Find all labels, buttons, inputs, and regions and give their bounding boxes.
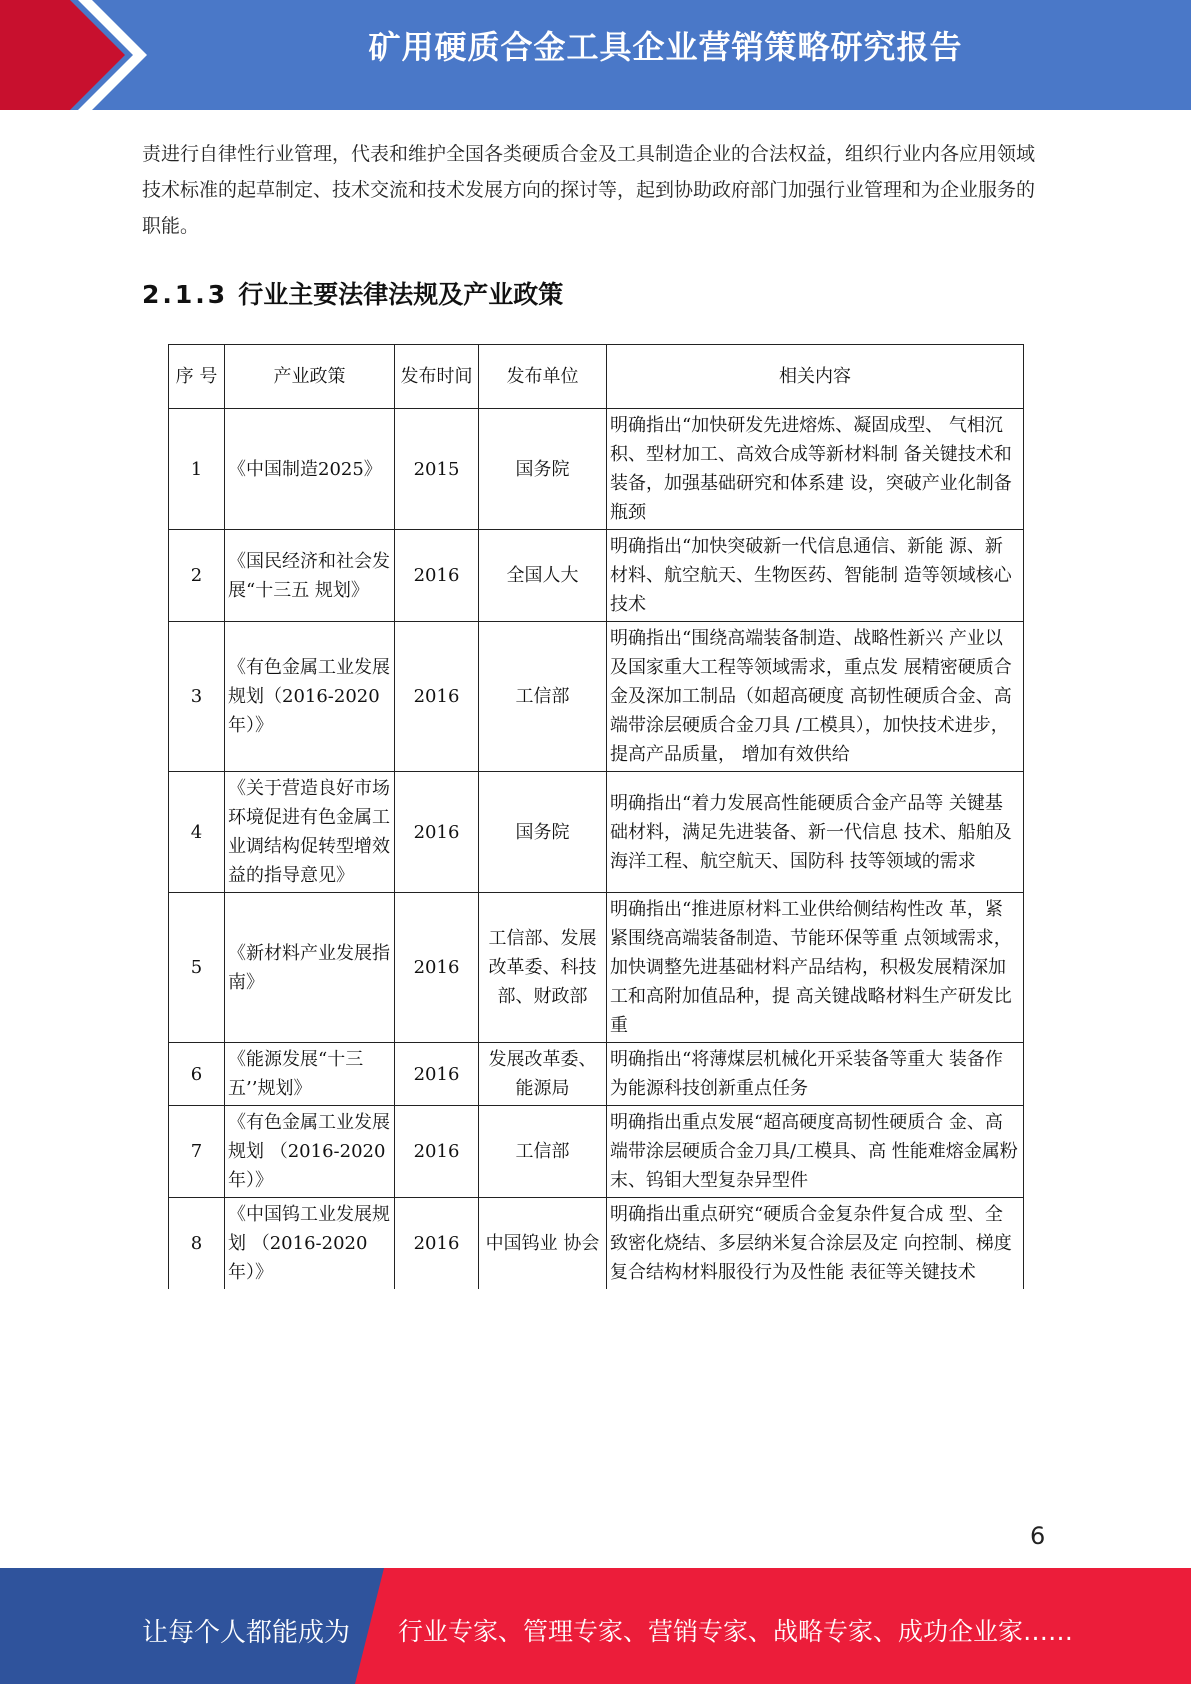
header-content: 相关内容	[607, 345, 1024, 409]
row-time: 2016	[395, 530, 479, 622]
row-content: 明确指出重点发展“超高硬度高韧性硬质合 金、高端带涂层硬质合金刀具/工模具、高 性能难熔金属粉末、钨钼大型复杂异型件	[607, 1106, 1024, 1198]
row-seq: 3	[169, 622, 225, 772]
table-row	[169, 409, 1024, 530]
row-issuer: 工信部、发展改革委、科技部、财政部	[479, 893, 607, 1043]
table-row	[169, 1198, 1024, 1290]
row-time: 2016	[395, 772, 479, 893]
row-policy: 《关于营造良好市场环境促进有色金属工业调结构促转型增效益的指导意见》	[225, 772, 395, 893]
header-issuer: 发布单位	[479, 345, 607, 409]
policy-table	[168, 344, 1024, 1289]
row-issuer: 国务院	[479, 772, 607, 893]
page-header	[0, 0, 1191, 110]
row-seq: 7	[169, 1106, 225, 1198]
row-issuer: 发展改革委、能源局	[479, 1043, 607, 1106]
row-issuer: 工信部	[479, 1106, 607, 1198]
page-footer	[0, 1568, 1191, 1684]
row-time: 2016	[395, 622, 479, 772]
row-content: 明确指出“着力发展高性能硬质合金产品等 关键基础材料，满足先进装备、新一代信息 技术、船舶及海洋工程、航空航天、国防科 技等领域的需求	[607, 772, 1024, 893]
row-content: 明确指出“加快突破新一代信息通信、新能 源、新材料、航空航天、生物医药、智能制 造等领域核心技术	[607, 530, 1024, 622]
row-issuer: 中国钨业 协会	[479, 1198, 607, 1290]
row-time: 2016	[395, 1106, 479, 1198]
row-policy: 《有色金属工业发展规划（2016-2020 年）》	[225, 622, 395, 772]
row-time: 2016	[395, 1043, 479, 1106]
row-seq: 6	[169, 1043, 225, 1106]
footer-roles: 行业专家、管理专家、营销专家、战略专家、成功企业家……	[398, 1617, 1074, 1646]
row-policy: 《中国制造2025》	[225, 409, 395, 530]
row-seq: 4	[169, 772, 225, 893]
row-policy: 《中国钨工业发展规划 （2016-2020 年）》	[225, 1198, 395, 1290]
row-issuer: 工信部	[479, 622, 607, 772]
row-seq: 2	[169, 530, 225, 622]
row-seq: 5	[169, 893, 225, 1043]
report-title: 矿用硬质合金工具企业营销策略研究报告	[368, 28, 963, 66]
row-policy: 《新材料产业发展指南》	[225, 893, 395, 1043]
table-row	[169, 622, 1024, 772]
header-arrow-decoration	[0, 0, 160, 110]
row-seq: 8	[169, 1198, 225, 1290]
header-seq: 序 号	[169, 345, 225, 409]
row-time: 2015	[395, 409, 479, 530]
table-row	[169, 893, 1024, 1043]
header-time: 发布时间	[395, 345, 479, 409]
row-issuer: 全国人大	[479, 530, 607, 622]
section-heading	[142, 275, 563, 311]
row-time: 2016	[395, 1198, 479, 1290]
row-content: 明确指出“围绕高端装备制造、战略性新兴 产业以及国家重大工程等领域需求，重点发 展精密硬质合金及深加工制品（如超高硬度 高韧性硬质合金、高端带涂层硬质合金刀具 /工模具），加快技术进步，提高产品质量， 增加有效供给	[607, 622, 1024, 772]
row-seq: 1	[169, 409, 225, 530]
footer-slogan: 让每个人都能成为	[142, 1618, 351, 1648]
row-content: 明确指出“将薄煤层机械化开采装备等重大 装备作为能源科技创新重点任务	[607, 1043, 1024, 1106]
row-policy: 《国民经济和社会发展“十三五 规划》	[225, 530, 395, 622]
table-row	[169, 1043, 1024, 1106]
intro-paragraph: 责进行自律性行业管理，代表和维护全国各类硬质合金及工具制造企业的合法权益，组织行业内各应用领域技术标准的起草制定、技术交流和技术发展方向的探讨等，起到协助政府部门加强行业管理和为企业服务的职能。	[142, 143, 1036, 237]
section-number: 2.1.3	[142, 280, 229, 309]
table-header-row	[169, 345, 1024, 409]
row-content: 明确指出重点研究“硬质合金复杂件复合成 型、全致密化烧结、多层纳米复合涂层及定 向控制、梯度复合结构材料服役行为及性能 表征等关键技术	[607, 1198, 1024, 1290]
page-number: 6	[1030, 1522, 1046, 1550]
row-policy: 《能源发展“十三五’’规划》	[225, 1043, 395, 1106]
table-row	[169, 530, 1024, 622]
table-row	[169, 772, 1024, 893]
row-content: 明确指出“加快研发先进熔炼、凝固成型、 气相沉积、型材加工、高效合成等新材料制 备关键技术和装备，加强基础研究和体系建 设，突破产业化制备瓶颈	[607, 409, 1024, 530]
row-time: 2016	[395, 893, 479, 1043]
row-issuer: 国务院	[479, 409, 607, 530]
section-title: 行业主要法律法规及产业政策	[238, 280, 564, 309]
table-row	[169, 1106, 1024, 1198]
row-policy: 《有色金属工业发展规划 （2016-2020 年）》	[225, 1106, 395, 1198]
row-content: 明确指出“推进原材料工业供给侧结构性改 革，紧紧围绕高端装备制造、节能环保等重 点领域需求，加快调整先进基础材料产品结构，积极发展精深加工和高附加值品种，提 高关键战略材料生产研发比重	[607, 893, 1024, 1043]
header-policy: 产业政策	[225, 345, 395, 409]
